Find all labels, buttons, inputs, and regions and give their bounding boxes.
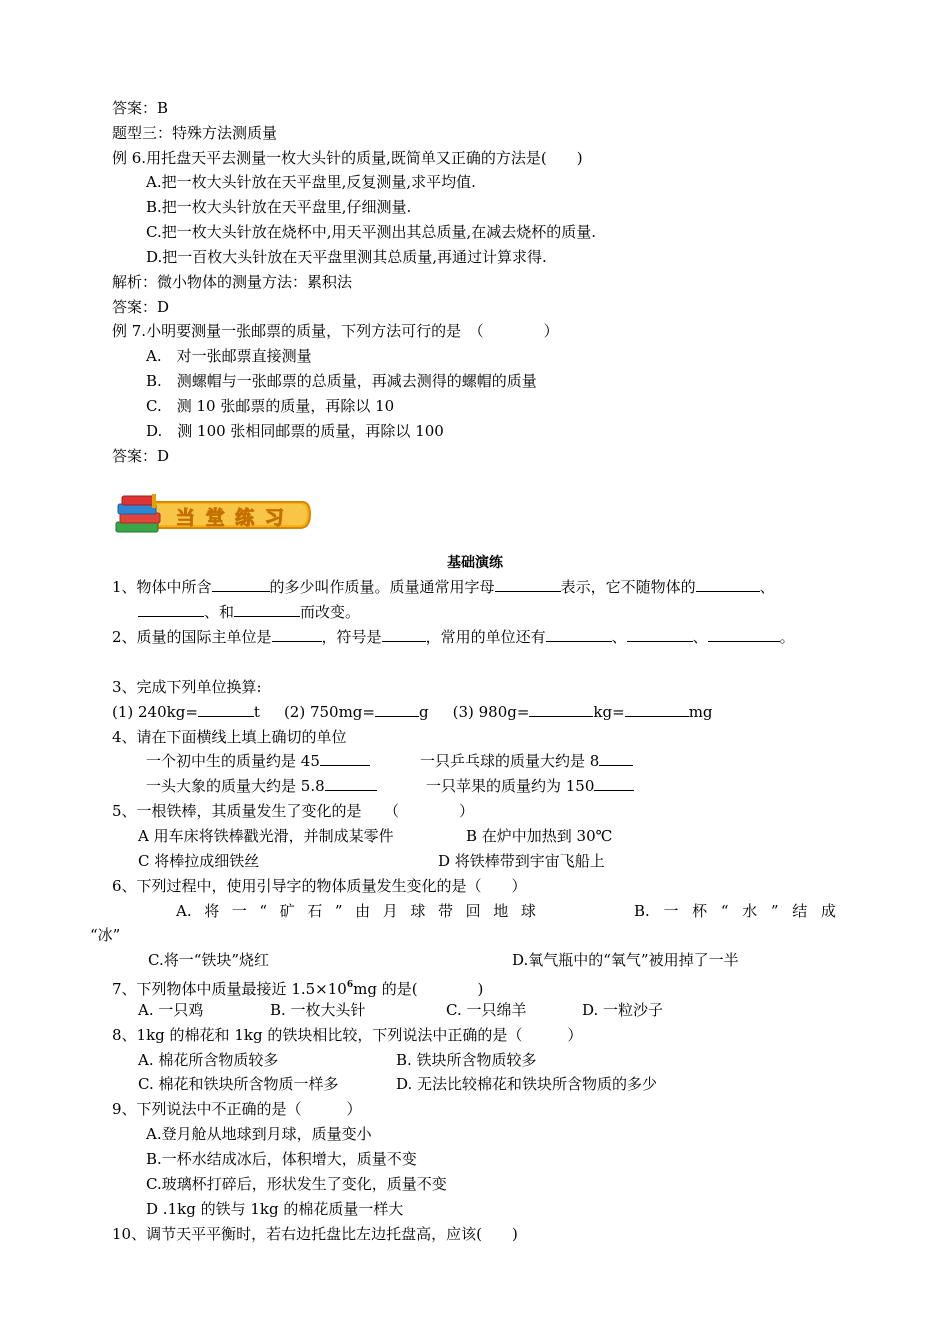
blank[interactable] <box>212 577 270 592</box>
q6-char: A. <box>176 902 192 920</box>
q9-title: 9、下列说法中不正确的是（ ） <box>112 1100 362 1118</box>
q9-option-c: C.玻璃杯打碎后，形状发生了变化，质量不变 <box>146 1175 447 1193</box>
blank[interactable] <box>138 602 204 617</box>
q3-part2: (2) 750mg= <box>283 703 375 721</box>
q6-char: 结 <box>792 902 808 920</box>
q3-items <box>112 702 713 722</box>
q6-title: 6、下列过程中，使用引导字的物体质量发生变化的是（ ） <box>112 877 527 895</box>
q6-option-b-end: “冰” <box>90 926 121 944</box>
q8-option-b: B. 铁块所含物质较多 <box>396 1051 537 1069</box>
answer-d: 答案：D <box>112 298 170 316</box>
q1-text-d: 、 <box>759 578 775 596</box>
blank[interactable] <box>320 751 370 766</box>
q5-title: 5、一根铁棒，其质量发生了变化的是 （ ） <box>112 802 475 820</box>
blank[interactable] <box>375 702 419 717</box>
unit: g <box>418 703 429 721</box>
q1-text-c: 表示，它不随物体的 <box>560 578 696 596</box>
q1-text-f: 而改变。 <box>300 603 361 621</box>
q2-text-c: ，常用的单位还有 <box>425 628 546 646</box>
blank[interactable] <box>696 577 760 592</box>
q4-item4-text: 一只苹果的质量约为 150 <box>426 777 595 795</box>
q6-char: 球 <box>520 902 536 920</box>
q6-char: ” <box>770 902 779 920</box>
blank[interactable] <box>382 627 426 642</box>
example-6-option-b: B.把一枚大头针放在天平盘里,仔细测量. <box>146 198 412 216</box>
q8-option-d: D. 无法比较棉花和铁块所含物质的多少 <box>396 1075 658 1093</box>
q6-char: 一 <box>231 902 247 920</box>
q6-char: 回 <box>465 902 481 920</box>
q6-char: 球 <box>410 902 426 920</box>
q2-text-d: 、 <box>611 628 627 646</box>
q4-item3-text: 一头大象的质量大约是 5.8 <box>146 777 325 795</box>
blank[interactable] <box>272 627 322 642</box>
question-type-3: 题型三：特殊方法测质量 <box>112 124 278 142</box>
example-7-option-c: C. 测 10 张邮票的质量，再除以 10 <box>146 397 395 415</box>
q6-option-b <box>634 901 836 921</box>
unit: kg= <box>593 703 625 721</box>
q5-option-a: A 用车床将铁棒戳光滑，并制成某零件 <box>138 827 394 845</box>
example-7-option-d: D. 测 100 张相同邮票的质量，再除以 100 <box>146 422 444 440</box>
answer-b: 答案：B <box>112 99 169 117</box>
example-6-option-c: C.把一枚大头针放在烧杯中,用天平测出其总质量,在减去烧杯的质量. <box>146 223 597 241</box>
q6-char: “ <box>720 902 729 920</box>
blank[interactable] <box>625 702 689 717</box>
blank[interactable] <box>529 702 593 717</box>
unit: t <box>253 703 260 721</box>
q1-line1 <box>112 577 775 597</box>
q4-item4 <box>426 776 634 796</box>
q6-char: 杯 <box>692 902 708 920</box>
q8-title: 8、1kg 的棉花和 1kg 的铁块相比较，下列说法中正确的是（ ） <box>112 1026 583 1044</box>
q2-text-b: ，符号是 <box>321 628 382 646</box>
q6-char: “ <box>259 902 268 920</box>
q2-text-f: 。 <box>779 628 795 646</box>
section-title: 基础演练 <box>447 555 503 571</box>
blank[interactable] <box>546 627 612 642</box>
q5-option-d: D 将铁棒带到宇宙飞船上 <box>438 852 605 870</box>
q3-part1: (1) 240kg= <box>112 703 198 721</box>
q6-char: 一 <box>663 902 679 920</box>
q6-char: 水 <box>742 902 758 920</box>
q2-line <box>112 627 795 647</box>
q4-item1-text: 一个初中生的质量约是 45 <box>146 752 320 770</box>
q6-char: B. <box>634 902 650 920</box>
example-6-option-d: D.把一百枚大头针放在天平盘里测其总质量,再通过计算求得. <box>146 248 547 266</box>
q6-option-c: C.将一“铁块”烧红 <box>148 951 270 969</box>
analysis: 解析：微小物体的测量方法：累积法 <box>112 273 353 291</box>
blank[interactable] <box>627 627 693 642</box>
q6-char: 由 <box>355 902 371 920</box>
q5-option-b: B 在炉中加热到 30℃ <box>466 827 613 845</box>
blank[interactable] <box>708 627 780 642</box>
blank[interactable] <box>594 776 634 791</box>
q7-option-a: A. 一只鸡 <box>138 1001 204 1019</box>
q7-option-d: D. 一粒沙子 <box>582 1001 664 1019</box>
q1-text-e: 、和 <box>204 603 235 621</box>
q4-item2-text: 一只乒乓球的质量大约是 8 <box>420 752 600 770</box>
q7-title-a: 7、下列物体中质量最接近 1.5×10 <box>112 980 347 998</box>
q1-text-b: 的多少叫作质量。质量通常用字母 <box>269 578 495 596</box>
q3-title: 3、完成下列单位换算: <box>112 678 262 696</box>
q2-text-e: 、 <box>692 628 708 646</box>
q8-option-c: C. 棉花和铁块所含物质一样多 <box>138 1075 339 1093</box>
q1-text-a: 1、物体中所含 <box>112 578 212 596</box>
q6-char: ” <box>334 902 343 920</box>
q6-char: 带 <box>438 902 454 920</box>
q7-title <box>112 975 484 998</box>
q4-title: 4、请在下面横线上填上确切的单位 <box>112 728 347 746</box>
unit: mg <box>688 703 713 721</box>
q10-title: 10、调节天平平衡时，若右边托盘比左边托盘高，应该( ) <box>112 1225 518 1243</box>
q7-title-b: mg 的是( ) <box>353 980 484 998</box>
answer-d-2: 答案：D <box>112 447 170 465</box>
example-7-option-a: A. 对一张邮票直接测量 <box>146 347 312 365</box>
q9-option-d: D .1kg 的铁与 1kg 的棉花质量一样大 <box>146 1200 404 1218</box>
blank[interactable] <box>495 577 561 592</box>
q6-option-d: D.氧气瓶中的“氧气”被用掉了一半 <box>512 951 739 969</box>
q1-line2 <box>138 602 360 622</box>
q8-option-a: A. 棉花所含物质较多 <box>138 1051 279 1069</box>
q7-option-b: B. 一枚大头针 <box>270 1001 366 1019</box>
q9-option-b: B.一杯水结成冰后，体积增大，质量不变 <box>146 1150 417 1168</box>
q6-option-a <box>176 901 536 921</box>
q6-char: 地 <box>493 902 509 920</box>
banner-label: 当 堂 练 习 <box>176 507 286 529</box>
q6-char: 月 <box>382 902 398 920</box>
example-7-option-b: B. 测螺帽与一张邮票的总质量，再减去测得的螺帽的质量 <box>146 372 537 390</box>
q6-char: 矿 <box>279 902 295 920</box>
q6-char: 石 <box>307 902 323 920</box>
q7-exponent: 6 <box>346 980 354 990</box>
blank[interactable] <box>325 776 377 791</box>
q2-text-a: 2、质量的国际主单位是 <box>112 628 272 646</box>
q4-item3 <box>146 776 377 796</box>
blank[interactable] <box>234 602 300 617</box>
q7-option-c: C. 一只绵羊 <box>446 1001 527 1019</box>
practice-banner <box>112 492 312 538</box>
q6-char: 将 <box>204 902 220 920</box>
blank[interactable] <box>599 751 633 766</box>
q4-item2 <box>420 751 633 771</box>
example-7-question: 例 7.小明要测量一张邮票的质量，下列方法可行的是 （ ） <box>112 322 559 340</box>
example-6-question: 例 6.用托盘天平去测量一枚大头针的质量,既简单又正确的方法是( ) <box>112 149 583 167</box>
q9-option-a: A.登月舱从地球到月球，质量变小 <box>146 1125 372 1143</box>
q5-option-c: C 将棒拉成细铁丝 <box>138 852 260 870</box>
q3-part3: (3) 980g= <box>452 703 530 721</box>
example-6-option-a: A.把一枚大头针放在天平盘里,反复测量,求平均值. <box>146 173 476 191</box>
q4-item1 <box>146 751 370 771</box>
q6-char: 成 <box>820 902 836 920</box>
blank[interactable] <box>198 702 254 717</box>
